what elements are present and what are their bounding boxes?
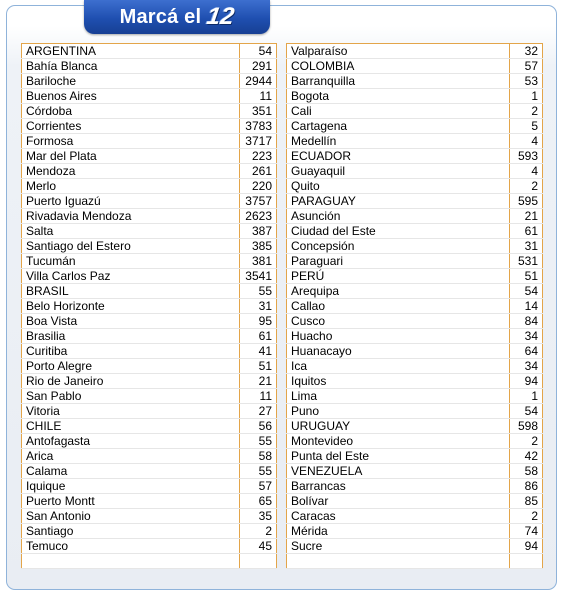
- dial-code: 34: [510, 329, 543, 344]
- city-name: Ciudad del Este: [287, 224, 510, 239]
- city-name: Concepsión: [287, 239, 510, 254]
- table-row: [22, 539, 277, 554]
- table-row: [22, 209, 277, 224]
- city-name: Lima: [287, 389, 510, 404]
- dial-code: 14: [510, 299, 543, 314]
- city-name: Paraguari: [287, 254, 510, 269]
- dial-code: 45: [240, 539, 277, 554]
- city-name: Medellín: [287, 134, 510, 149]
- table-row: [287, 149, 543, 164]
- table-row: [22, 344, 277, 359]
- table-row: [22, 509, 277, 524]
- city-name: Cartagena: [287, 119, 510, 134]
- city-name: Santiago del Estero: [22, 239, 240, 254]
- dial-code: 32: [510, 44, 543, 59]
- dial-code: 1: [510, 89, 543, 104]
- dial-code: 4: [510, 134, 543, 149]
- table-row: [22, 194, 277, 209]
- table-row: [287, 254, 543, 269]
- dial-code: 593: [510, 149, 543, 164]
- dial-code: 34: [510, 359, 543, 374]
- table-row: [287, 269, 543, 284]
- table-row: [22, 419, 277, 434]
- table-row: [287, 539, 543, 554]
- city-name: Ica: [287, 359, 510, 374]
- dial-code: 5: [510, 119, 543, 134]
- city-name: Curitiba: [22, 344, 240, 359]
- dial-code: 4: [510, 164, 543, 179]
- city-name: Belo Horizonte: [22, 299, 240, 314]
- dial-code: 55: [240, 464, 277, 479]
- table-row: [287, 314, 543, 329]
- table-row: [287, 164, 543, 179]
- city-name: Huacho: [287, 329, 510, 344]
- table-row: [287, 374, 543, 389]
- city-name: Guayaquil: [287, 164, 510, 179]
- dial-code: 2: [240, 524, 277, 539]
- dial-code: 94: [510, 539, 543, 554]
- city-name: Brasilia: [22, 329, 240, 344]
- city-name: Córdoba: [22, 104, 240, 119]
- table-row: [22, 74, 277, 89]
- city-name: CHILE: [22, 419, 240, 434]
- dial-code: 2: [510, 434, 543, 449]
- dial-code: 21: [510, 209, 543, 224]
- table-row: [22, 374, 277, 389]
- table-row: [287, 134, 543, 149]
- dial-code: 385: [240, 239, 277, 254]
- table-row: [287, 464, 543, 479]
- city-name: Calama: [22, 464, 240, 479]
- right-code-table: [286, 43, 543, 569]
- empty-row: [287, 554, 543, 569]
- table-row: [22, 104, 277, 119]
- dial-code: 531: [510, 254, 543, 269]
- city-name: Bahía Blanca: [22, 59, 240, 74]
- dial-code: 11: [240, 389, 277, 404]
- dial-code: 595: [510, 194, 543, 209]
- city-name: Quito: [287, 179, 510, 194]
- table-row: [22, 389, 277, 404]
- table-row: [22, 464, 277, 479]
- city-name: Valparaíso: [287, 44, 510, 59]
- city-name: Punta del Este: [287, 449, 510, 464]
- table-row: [22, 434, 277, 449]
- table-row: [287, 239, 543, 254]
- dial-code: 2944: [240, 74, 277, 89]
- dial-code: 27: [240, 404, 277, 419]
- dial-code: 54: [510, 284, 543, 299]
- table-row: [22, 314, 277, 329]
- table-row: [22, 254, 277, 269]
- table-row: [22, 89, 277, 104]
- dial-code: 31: [240, 299, 277, 314]
- city-name: COLOMBIA: [287, 59, 510, 74]
- dial-code: 220: [240, 179, 277, 194]
- dial-code: 56: [240, 419, 277, 434]
- table-row: [22, 179, 277, 194]
- table-row: [287, 284, 543, 299]
- dial-code: 261: [240, 164, 277, 179]
- header-number: 12: [205, 3, 237, 30]
- table-row: [22, 119, 277, 134]
- dial-code: 223: [240, 149, 277, 164]
- dial-code: 57: [510, 59, 543, 74]
- city-name: Rio de Janeiro: [22, 374, 240, 389]
- table-row: [287, 509, 543, 524]
- table-row: [287, 299, 543, 314]
- city-name: Puerto Iguazú: [22, 194, 240, 209]
- dial-code: 55: [240, 284, 277, 299]
- table-row: [22, 329, 277, 344]
- table-row: [287, 119, 543, 134]
- city-name: VENEZUELA: [287, 464, 510, 479]
- city-name: Salta: [22, 224, 240, 239]
- city-name: Huanacayo: [287, 344, 510, 359]
- table-row: [287, 389, 543, 404]
- city-name: Mar del Plata: [22, 149, 240, 164]
- table-row: [22, 524, 277, 539]
- city-name: Merlo: [22, 179, 240, 194]
- table-row: [287, 224, 543, 239]
- table-row: [22, 299, 277, 314]
- empty-cell: [510, 554, 543, 569]
- dial-code: 291: [240, 59, 277, 74]
- city-name: Barranquilla: [287, 74, 510, 89]
- table-row: [287, 74, 543, 89]
- dial-code: 387: [240, 224, 277, 239]
- dial-code: 58: [240, 449, 277, 464]
- dial-code: 65: [240, 494, 277, 509]
- table-row: [22, 479, 277, 494]
- city-name: San Antonio: [22, 509, 240, 524]
- table-row: [287, 179, 543, 194]
- header-title: Marcá el: [119, 5, 202, 28]
- header-badge: [84, 0, 270, 34]
- city-name: Antofagasta: [22, 434, 240, 449]
- empty-cell: [240, 554, 277, 569]
- dial-code: 2: [510, 179, 543, 194]
- city-name: Arica: [22, 449, 240, 464]
- city-name: Villa Carlos Paz: [22, 269, 240, 284]
- dial-code: 42: [510, 449, 543, 464]
- dial-code: 21: [240, 374, 277, 389]
- table-row: [22, 404, 277, 419]
- city-name: ECUADOR: [287, 149, 510, 164]
- dial-code: 381: [240, 254, 277, 269]
- table-row: [287, 434, 543, 449]
- city-name: Boa Vista: [22, 314, 240, 329]
- table-row: [287, 524, 543, 539]
- dial-code: 51: [240, 359, 277, 374]
- table-row: [22, 59, 277, 74]
- city-name: Asunción: [287, 209, 510, 224]
- city-name: Barrancas: [287, 479, 510, 494]
- city-name: URUGUAY: [287, 419, 510, 434]
- table-row: [287, 89, 543, 104]
- empty-cell: [22, 554, 240, 569]
- dial-code: 86: [510, 479, 543, 494]
- table-row: [287, 104, 543, 119]
- city-name: Iquitos: [287, 374, 510, 389]
- table-row: [22, 224, 277, 239]
- table-row: [287, 479, 543, 494]
- dial-code: 2623: [240, 209, 277, 224]
- table-row: [287, 44, 543, 59]
- city-name: Sucre: [287, 539, 510, 554]
- city-name: Arequipa: [287, 284, 510, 299]
- dial-code: 598: [510, 419, 543, 434]
- city-name: Buenos Aires: [22, 89, 240, 104]
- city-name: Mendoza: [22, 164, 240, 179]
- city-name: Corrientes: [22, 119, 240, 134]
- dial-code: 58: [510, 464, 543, 479]
- dial-code: 351: [240, 104, 277, 119]
- city-name: Tucumán: [22, 254, 240, 269]
- dial-code: 53: [510, 74, 543, 89]
- table-row: [287, 209, 543, 224]
- city-name: Callao: [287, 299, 510, 314]
- city-name: Iquique: [22, 479, 240, 494]
- table-row: [22, 239, 277, 254]
- empty-cell: [287, 554, 510, 569]
- left-code-table: [21, 43, 277, 569]
- city-name: San Pablo: [22, 389, 240, 404]
- dial-code: 95: [240, 314, 277, 329]
- city-name: Formosa: [22, 134, 240, 149]
- city-name: Cali: [287, 104, 510, 119]
- dial-code: 31: [510, 239, 543, 254]
- city-name: Bariloche: [22, 74, 240, 89]
- dial-code: 3757: [240, 194, 277, 209]
- table-row: [22, 359, 277, 374]
- city-name: Montevideo: [287, 434, 510, 449]
- city-name: Vitoria: [22, 404, 240, 419]
- table-row: [287, 359, 543, 374]
- dial-code: 57: [240, 479, 277, 494]
- dial-code: 2: [510, 104, 543, 119]
- city-name: Santiago: [22, 524, 240, 539]
- dial-code: 3541: [240, 269, 277, 284]
- dial-code: 3717: [240, 134, 277, 149]
- city-name: PARAGUAY: [287, 194, 510, 209]
- dial-code: 64: [510, 344, 543, 359]
- city-name: Bogota: [287, 89, 510, 104]
- dial-code: 51: [510, 269, 543, 284]
- dial-code: 11: [240, 89, 277, 104]
- dial-code: 54: [510, 404, 543, 419]
- dial-code: 54: [240, 44, 277, 59]
- dial-code: 3783: [240, 119, 277, 134]
- dial-code: 85: [510, 494, 543, 509]
- dial-code: 61: [240, 329, 277, 344]
- table-row: [287, 404, 543, 419]
- city-name: BRASIL: [22, 284, 240, 299]
- table-row: [22, 284, 277, 299]
- table-row: [287, 419, 543, 434]
- city-name: Puno: [287, 404, 510, 419]
- table-row: [287, 59, 543, 74]
- table-row: [22, 44, 277, 59]
- dial-code: 94: [510, 374, 543, 389]
- table-row: [22, 494, 277, 509]
- table-row: [287, 329, 543, 344]
- table-row: [22, 134, 277, 149]
- city-name: Rivadavia Mendoza: [22, 209, 240, 224]
- table-row: [22, 449, 277, 464]
- city-name: Puerto Montt: [22, 494, 240, 509]
- dial-code: 2: [510, 509, 543, 524]
- dial-code: 61: [510, 224, 543, 239]
- table-row: [287, 494, 543, 509]
- dial-code: 35: [240, 509, 277, 524]
- table-row: [287, 344, 543, 359]
- table-row: [22, 164, 277, 179]
- dial-code: 1: [510, 389, 543, 404]
- table-row: [287, 449, 543, 464]
- city-name: Porto Alegre: [22, 359, 240, 374]
- empty-row: [22, 554, 277, 569]
- dial-code: 55: [240, 434, 277, 449]
- city-name: ARGENTINA: [22, 44, 240, 59]
- dial-code: 84: [510, 314, 543, 329]
- city-name: Mérida: [287, 524, 510, 539]
- table-row: [22, 269, 277, 284]
- dial-code: 41: [240, 344, 277, 359]
- dial-code: 74: [510, 524, 543, 539]
- city-name: Cusco: [287, 314, 510, 329]
- city-name: Temuco: [22, 539, 240, 554]
- table-row: [287, 194, 543, 209]
- table-row: [22, 149, 277, 164]
- city-name: PERÚ: [287, 269, 510, 284]
- city-name: Caracas: [287, 509, 510, 524]
- city-name: Bolívar: [287, 494, 510, 509]
